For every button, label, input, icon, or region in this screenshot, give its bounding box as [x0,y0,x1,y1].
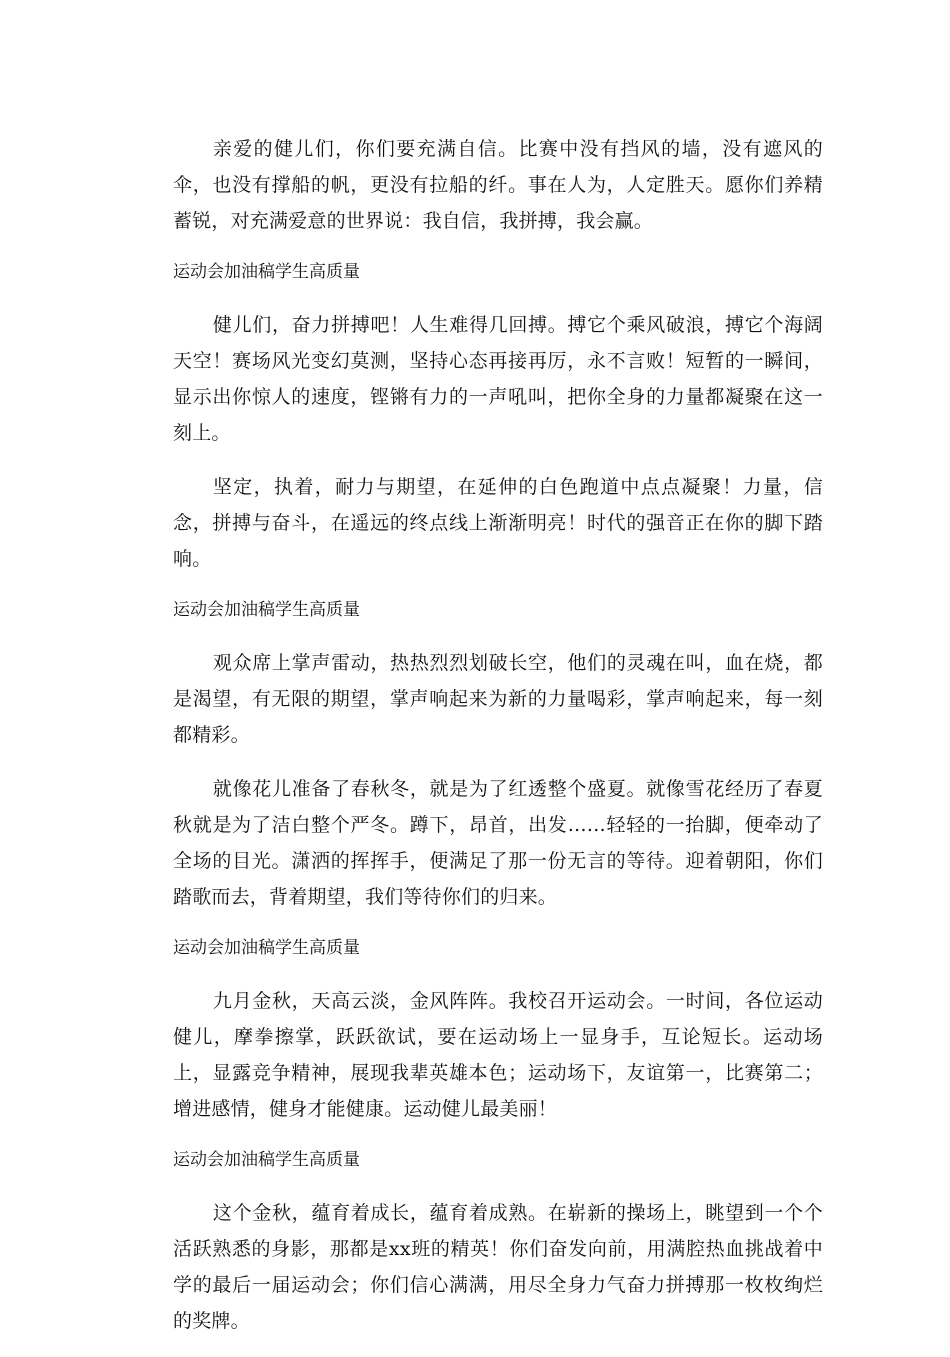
paragraph-golden-autumn: 这个金秋，蕴育着成长，蕴育着成熟。在崭新的操场上，眺望到一个个活跃熟悉的身影，那都是xx班的精英！你们奋发向前，用满腔热血挑战着中学的最后一届运动会；你们信心满满，用尽全身力气奋力拼搏那一枚枚绚烂的奖牌。 [173,1202,823,1332]
section-heading-3: 运动会加油稿学生高质量 [173,938,360,958]
paragraph-applause: 观众席上掌声雷动，热热烈烈划破长空，他们的灵魂在叫，血在烧，都是渴望，有无限的期望，掌声响起来为新的力量喝彩，掌声响起来，每一刻都精彩。 [173,652,823,746]
paragraph-confidence: 亲爱的健儿们，你们要充满自信。比赛中没有挡风的墙，没有遮风的伞，也没有撑船的帆，更没有拉船的纤。事在人为，人定胜天。愿你们养精蓄锐，对充满爱意的世界说：我自信，我拼搏，我会赢。 [173,138,823,232]
paragraph-strive: 健儿们，奋力拼搏吧！人生难得几回搏。搏它个乘风破浪，搏它个海阔天空！赛场风光变幻莫测，坚持心态再接再厉，永不言败！短暂的一瞬间，显示出你惊人的速度，铿锵有力的一声吼叫，把你全身的力量都凝聚在这一刻上。 [173,314,823,444]
section-heading-1: 运动会加油稿学生高质量 [173,262,360,282]
paragraph-persistence: 坚定，执着，耐力与期望，在延伸的白色跑道中点点凝聚！力量，信念，拼搏与奋斗，在遥远的终点线上渐渐明亮！时代的强音正在你的脚下踏响。 [173,476,823,570]
section-heading-4: 运动会加油稿学生高质量 [173,1150,360,1170]
paragraph-flowers: 就像花儿准备了春秋冬，就是为了红透整个盛夏。就像雪花经历了春夏秋就是为了洁白整个严冬。蹲下，昂首，出发……轻轻的一抬脚，便牵动了全场的目光。潇洒的挥挥手，便满足了那一份无言的等待。迎着朝阳，你们踏歌而去，背着期望，我们等待你们的归来。 [173,778,823,908]
section-heading-2: 运动会加油稿学生高质量 [173,600,360,620]
document-body [173,131,823,1357]
paragraph-september: 九月金秋，天高云淡，金风阵阵。我校召开运动会。一时间，各位运动健儿，摩拳擦掌，跃跃欲试，要在运动场上一显身手，互论短长。运动场上，显露竞争精神，展现我辈英雄本色；运动场下，友谊第一，比赛第二；增进感情，健身才能健康。运动健儿最美丽！ [173,990,823,1120]
